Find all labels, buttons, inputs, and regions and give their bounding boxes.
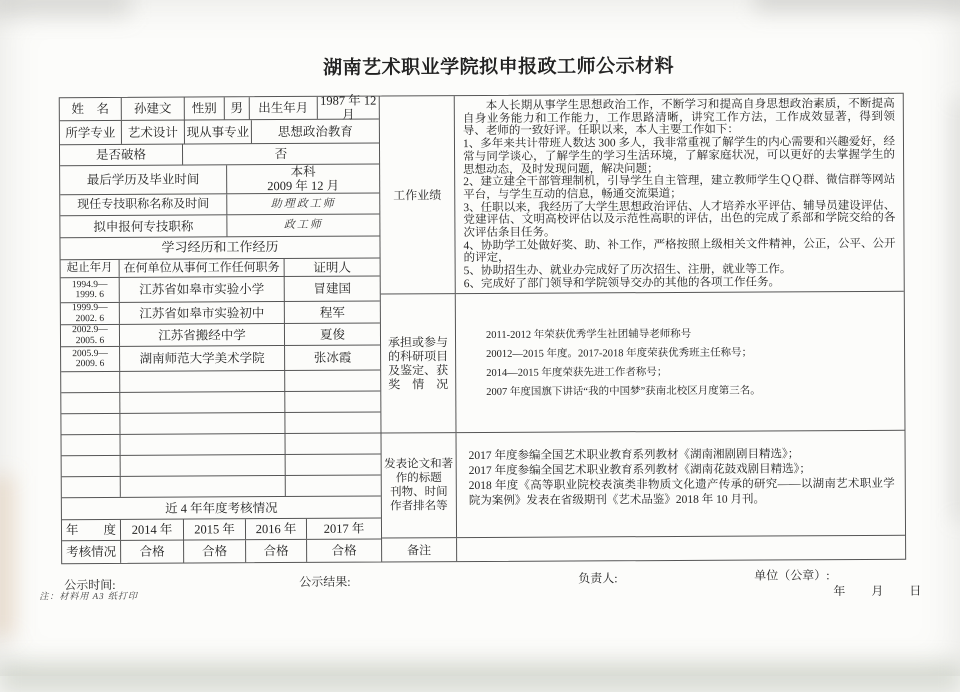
empty-cell bbox=[286, 434, 381, 454]
remark-content bbox=[457, 536, 905, 561]
empty-cell bbox=[286, 476, 381, 496]
current-major-label: 现从事专业 bbox=[185, 120, 252, 143]
row-major bbox=[60, 120, 379, 146]
application-form-table bbox=[59, 93, 906, 564]
row-education bbox=[60, 165, 379, 196]
exception-value: 否 bbox=[274, 147, 288, 162]
experience-unit: 江苏省如皋市实验初中 bbox=[120, 302, 285, 324]
label-line: 发表论文和著 bbox=[384, 458, 454, 471]
period-from: 1994.9— bbox=[71, 279, 108, 290]
research-awards-section bbox=[381, 292, 905, 434]
experience-row bbox=[61, 324, 380, 348]
experience-section-title: 学习经历和工作经历 bbox=[161, 239, 279, 255]
year-2014: 2014 年 bbox=[121, 520, 184, 540]
name-label: 姓 名 bbox=[60, 98, 122, 120]
assessment-results-row bbox=[62, 540, 381, 564]
experience-period-header: 起止年月 bbox=[61, 260, 120, 277]
current-major-value: 思想政治教育 bbox=[277, 124, 353, 139]
experience-witness-header: 证明人 bbox=[313, 260, 351, 275]
result-2014: 合格 bbox=[121, 541, 184, 563]
row-name-gender-birth bbox=[60, 93, 379, 122]
empty-cell bbox=[62, 435, 121, 455]
empty-cell bbox=[120, 371, 285, 392]
label-line: 作的标题 bbox=[395, 472, 442, 485]
empty-cell bbox=[286, 455, 381, 475]
result-2015: 合格 bbox=[184, 540, 246, 562]
year-2016: 2016 年 bbox=[246, 519, 307, 539]
empty-cell bbox=[285, 371, 380, 391]
work-paragraph: 5、协助招生办、就业办完成好了历次招生、注册，就业等工作。 bbox=[463, 263, 792, 278]
experience-unit: 江苏省搬经中学 bbox=[120, 324, 285, 346]
unit-seal-label: 单位（公章）: bbox=[754, 568, 830, 583]
award-line: 20012—2015 年度。2017-2018 年度荣获优秀班主任称号； bbox=[486, 347, 753, 360]
education-value bbox=[227, 165, 379, 194]
label-line: 及鉴定、获 bbox=[388, 363, 449, 378]
empty-cell bbox=[120, 392, 285, 413]
major-value: 艺术设计 bbox=[122, 121, 185, 144]
work-paragraph: 1、多年来共计带班人数达 300 多人，我非常重视了解学生的内心需要和兴趣爱好，经常与同学谈心，了解学生的学习生活环境，了解家庭状况，可以更好的去掌握学生的思想动态，及时发现问题，解决问题； bbox=[462, 135, 896, 176]
work-paragraph: 本人长期从事学生思想政治工作，不断学习和提高自身思想政治素质，不断提高自身业务能力和工作能力，工作思路清晰，讲究工作方法，工作成效显著，得到领导、老师的一致好评。任职以来，本人主要工作如下： bbox=[462, 97, 895, 138]
remark-section bbox=[382, 536, 905, 562]
experience-period bbox=[61, 278, 120, 302]
date-month-label: 月 bbox=[871, 583, 884, 598]
work-paragraph: 6、完成好了部门领导和学院领导交办的其他的各项工作任务。 bbox=[463, 276, 780, 290]
remark-label: 备注 bbox=[382, 538, 457, 561]
exception-label: 是否破格 bbox=[60, 145, 183, 166]
publications-content bbox=[456, 431, 905, 537]
experience-period bbox=[61, 325, 120, 346]
experience-witness: 张冰霞 bbox=[313, 350, 352, 365]
work-achievements-section bbox=[380, 94, 904, 295]
assessment-section-title: 近 4 年年度考核情况 bbox=[165, 500, 278, 516]
label-line: 的科研项目 bbox=[388, 349, 449, 364]
publications-label bbox=[381, 433, 457, 537]
label-line: 承担或参与 bbox=[387, 335, 449, 350]
row-apply-title bbox=[60, 215, 379, 239]
publication-line: 2017 年度参编全国艺术职业教育系列教材《湖南湘剧剧目精选》； bbox=[468, 448, 800, 463]
award-line: 2014—2015 年度荣获先进工作者称号； bbox=[486, 367, 668, 379]
birth-value: 1987 年 12 月 bbox=[320, 93, 377, 122]
year-2015: 2015 年 bbox=[184, 519, 246, 539]
date-year-label: 年 bbox=[833, 584, 846, 599]
experience-row-empty bbox=[61, 392, 380, 415]
page-title: 湖南艺术职业学院拟申报政工师公示材料 bbox=[323, 55, 675, 79]
work-achievements-content bbox=[455, 94, 904, 293]
experience-period bbox=[61, 347, 120, 371]
empty-cell bbox=[121, 476, 286, 497]
year-label: 年 度 bbox=[62, 520, 121, 540]
experience-section-header bbox=[60, 237, 379, 261]
publicity-result-label: 公示结果: bbox=[299, 574, 351, 589]
empty-cell bbox=[62, 477, 121, 497]
personal-info-panel bbox=[60, 93, 382, 564]
apply-title-value: 政工师 bbox=[283, 219, 323, 232]
empty-cell bbox=[62, 456, 121, 476]
experience-row-empty bbox=[61, 413, 380, 436]
empty-cell bbox=[120, 413, 285, 434]
work-paragraph: 3、任职以来，我经历了大学生思想政治评估、人才培养水平评估、辅导员建设评估、党建评估、文明高校评估以及示范性高职的评估，出色的完成了系部和学院交给的各次评估条目任务。 bbox=[463, 199, 896, 240]
experience-unit: 江苏省如皋市实验小学 bbox=[120, 277, 285, 302]
result-2017: 合格 bbox=[331, 543, 357, 558]
current-title-label: 现任专技职称名称及时间 bbox=[60, 194, 227, 215]
experience-witness: 夏俊 bbox=[319, 327, 346, 342]
education-label: 最后学历及毕业时间 bbox=[60, 165, 227, 194]
research-awards-content bbox=[456, 292, 905, 432]
award-line: 2007 年度国旗下讲话“我的中国梦”获南北校区月度第三名。 bbox=[486, 385, 761, 398]
work-achievements-label: 工作业绩 bbox=[380, 96, 456, 293]
experience-witness: 程军 bbox=[319, 305, 345, 320]
name-value: 孙建文 bbox=[122, 98, 185, 120]
publicity-time-label: 公示时间: bbox=[64, 577, 116, 593]
row-exception bbox=[60, 144, 379, 167]
responsible-person-label: 负责人: bbox=[578, 571, 618, 586]
experience-unit-header: 在何单位从事何工作任何职务 bbox=[120, 259, 285, 277]
work-paragraph: 4、协助学工处做好奖、助、补工作，严格按照上级相关文件精神，公正，公平、公开的评定， bbox=[463, 237, 896, 265]
label-line: 奖 情 况 bbox=[388, 377, 449, 392]
assessment-section-header bbox=[62, 497, 381, 521]
gender-value: 男 bbox=[225, 97, 250, 119]
publication-line: 2017 年度参编全国艺术职业教育系列教材《湖南花鼓戏剧目精选》； bbox=[468, 463, 811, 478]
experience-row bbox=[61, 277, 380, 304]
gender-label: 性别 bbox=[185, 97, 225, 119]
empty-cell bbox=[61, 414, 120, 434]
assessment-years-row bbox=[62, 519, 381, 542]
period-to: 2009. 6 bbox=[75, 358, 105, 370]
empty-cell bbox=[61, 372, 120, 392]
experience-row bbox=[61, 346, 380, 373]
empty-cell bbox=[121, 455, 286, 476]
birth-label: 出生年月 bbox=[250, 97, 318, 119]
apply-title-label: 拟申报何专技职称 bbox=[60, 215, 227, 237]
result-2016: 合格 bbox=[246, 540, 307, 562]
print-note: 注：材料用 A3 纸打印 bbox=[39, 590, 138, 602]
period-to: 2005. 6 bbox=[75, 335, 105, 346]
empty-cell bbox=[285, 413, 380, 433]
label-line: 作者排名等 bbox=[390, 500, 448, 513]
experience-witness: 冒建国 bbox=[313, 281, 352, 296]
experience-header-row bbox=[61, 259, 380, 279]
right-sections-panel bbox=[380, 94, 905, 562]
period-to: 2002. 6 bbox=[75, 313, 105, 324]
period-from: 2002.9— bbox=[72, 324, 108, 336]
research-awards-label bbox=[381, 294, 457, 432]
empty-cell bbox=[121, 434, 286, 455]
result-label: 考核情况 bbox=[62, 541, 121, 563]
experience-period bbox=[61, 303, 120, 324]
experience-row-empty bbox=[62, 476, 381, 499]
experience-row-empty bbox=[61, 371, 380, 394]
work-paragraph: 2、建立建全干部管理制机，引导学生自主管理，建立教师学生ＱＱ群、微信群等网站平台，与学生互动的信息，畅通交流渠道； bbox=[463, 174, 896, 202]
experience-row bbox=[61, 302, 380, 326]
experience-row-empty bbox=[62, 434, 381, 457]
education-degree: 本科 bbox=[290, 164, 316, 179]
period-from: 2005.9— bbox=[72, 348, 108, 359]
major-label: 所学专业 bbox=[60, 121, 122, 144]
period-from: 1999.9— bbox=[71, 302, 108, 314]
year-2017: 2017 年 bbox=[323, 521, 365, 536]
award-line: 2011-2012 年荣获优秀学生社团辅导老师称号 bbox=[485, 328, 692, 341]
experience-row-empty bbox=[62, 455, 381, 478]
date-day-label: 日 bbox=[909, 583, 922, 598]
experience-unit: 湖南师范大学美术学院 bbox=[120, 346, 285, 371]
current-title-value: 助理政工师 bbox=[270, 197, 336, 210]
label-line: 刊物、时间 bbox=[390, 486, 448, 499]
education-date: 2009 年 12 月 bbox=[267, 178, 340, 194]
publications-section bbox=[381, 431, 905, 539]
publication-line: 2018 年度《高等职业院校表演类非物质文化遗产传承的研究——以湖南艺术职业学院为案例》发表在省级期刊《艺术品鉴》2018 年 10 月刊。 bbox=[468, 477, 895, 508]
empty-cell bbox=[285, 392, 380, 412]
row-current-title bbox=[60, 194, 379, 217]
period-to: 1999. 6 bbox=[75, 289, 105, 301]
empty-cell bbox=[61, 393, 120, 413]
